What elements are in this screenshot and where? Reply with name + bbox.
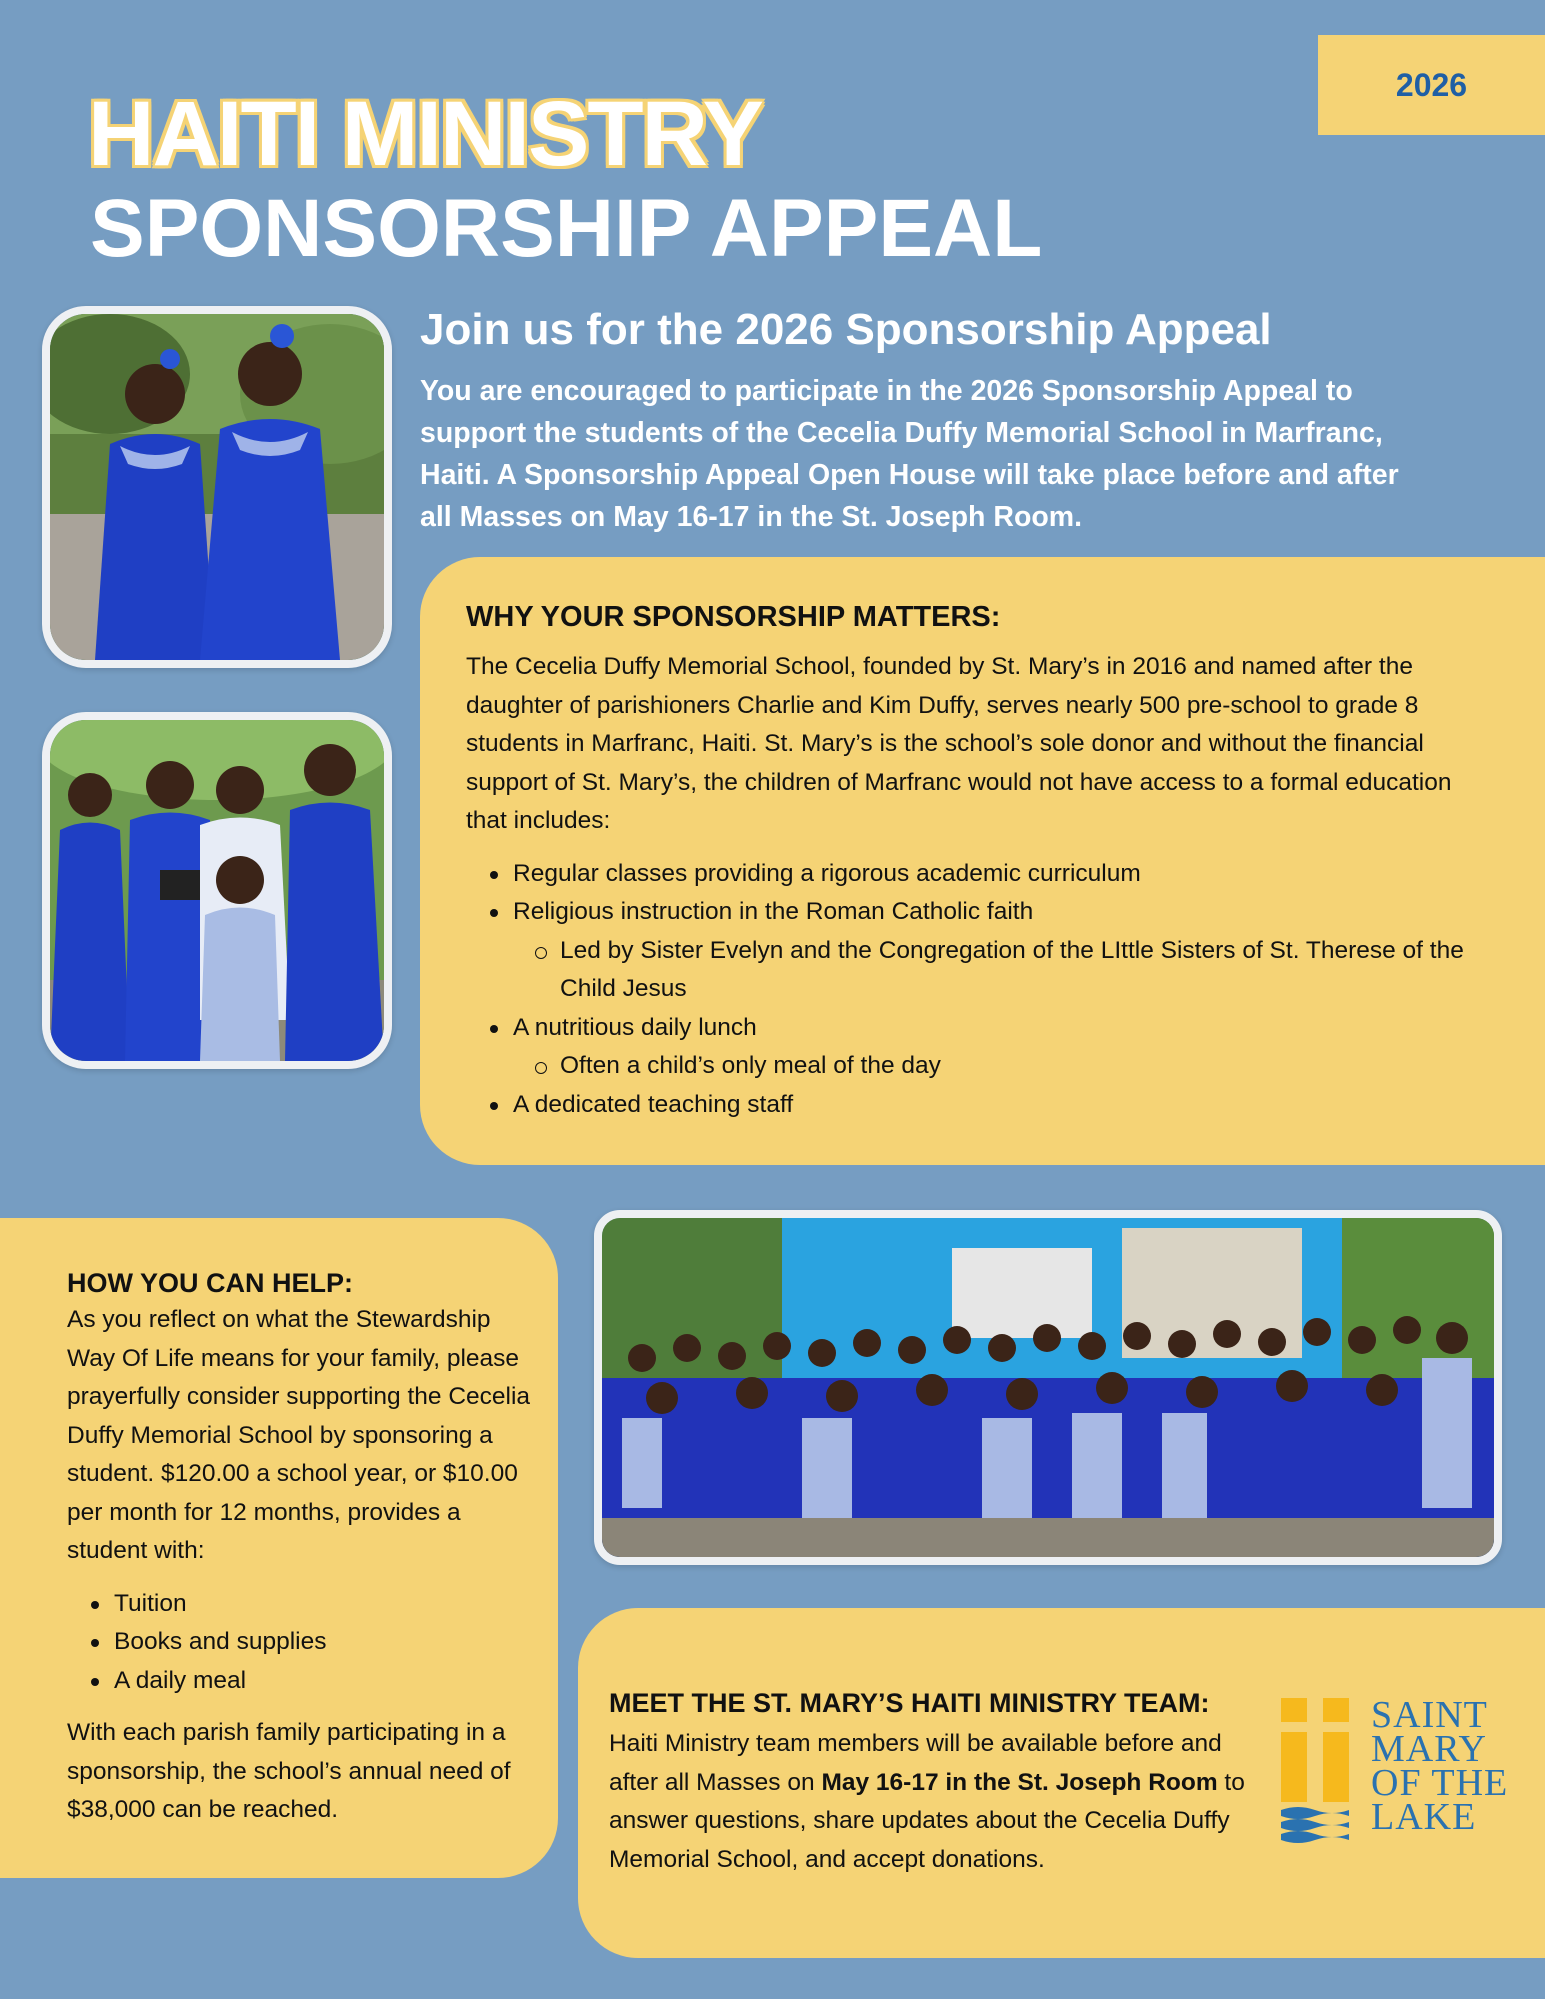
why-list (466, 855, 1476, 1125)
why-panel (420, 557, 1545, 1165)
intro-heading: Join us for the 2026 Sponsorship Appeal (420, 305, 1272, 354)
intro-body: You are encouraged to participate in the 2026 Sponsorship Appeal to support the students of the Cecelia Duffy Memorial School in Marfranc, Haiti. A Sponsorship Appeal Open House will take place before and after all Masses on May 16-17 in the St. Joseph Room. (420, 375, 1399, 533)
meet-date-location: May 16-17 in the St. Joseph Room (821, 1768, 1218, 1796)
list-item: A nutritious daily lunch (466, 1009, 1476, 1048)
saint-mary-of-the-lake-logo (1281, 1694, 1509, 1846)
cross-waves-icon (1281, 1698, 1361, 1846)
photo-school-assembly (594, 1210, 1502, 1565)
list-item: Religious instruction in the Roman Catholic faith (466, 893, 1476, 932)
list-item: Tuition (67, 1585, 537, 1624)
list-item: A dedicated teaching staff (466, 1086, 1476, 1125)
page-subtitle: SPONSORSHIP APPEAL (90, 183, 1043, 274)
how-closing: With each parish family participating in a sponsorship, the school’s annual need of $38,000 can be reached. (67, 1719, 511, 1823)
list-subitem: Often a child’s only meal of the day (466, 1047, 1476, 1086)
meet-body: Haiti Ministry team members will be available before and after all Masses on May 16-17 in the St. Joseph Room to answer questions, share updates about the Cecelia Duffy Memorial School, and accept donations. (609, 1730, 1245, 1873)
list-item: Regular classes providing a rigorous academic curriculum (466, 855, 1476, 894)
page-title: HAITI MINISTRY (88, 83, 762, 185)
logo-wordmark: SAINT MARY OF THE LAKE (1371, 1694, 1509, 1838)
how-panel (0, 1218, 558, 1878)
photo-student-group (42, 712, 392, 1069)
list-subitem: Led by Sister Evelyn and the Congregation of the LIttle Sisters of St. Therese of the Child Jesus (466, 932, 1476, 1009)
photo-two-students (42, 306, 392, 668)
why-heading: WHY YOUR SPONSORSHIP MATTERS: (466, 601, 1001, 633)
how-heading: HOW YOU CAN HELP: (67, 1268, 354, 1298)
how-body: As you reflect on what the Stewardship Way Of Life means for your family, please prayerfully consider supporting the Cecelia Duffy Memorial School by sponsoring a student. $120.00 a school year, or $10.00 per month for 12 months, provides a student with: (67, 1306, 531, 1564)
list-item: Books and supplies (67, 1623, 537, 1662)
meet-heading: MEET THE ST. MARY’S HAITI MINISTRY TEAM: (609, 1688, 1210, 1718)
how-list (67, 1585, 537, 1701)
year-badge: 2026 (1318, 35, 1545, 135)
list-item: A daily meal (67, 1662, 537, 1701)
why-body: The Cecelia Duffy Memorial School, founded by St. Mary’s in 2016 and named after the daughter of parishioners Charlie and Kim Duffy, serves nearly 500 pre-school to grade 8 students in Marfranc, Haiti. St. Mary’s is the school’s sole donor and without the financial support of St. Mary’s, the children of Marfranc would not have access to a formal education that includes: (466, 653, 1452, 834)
